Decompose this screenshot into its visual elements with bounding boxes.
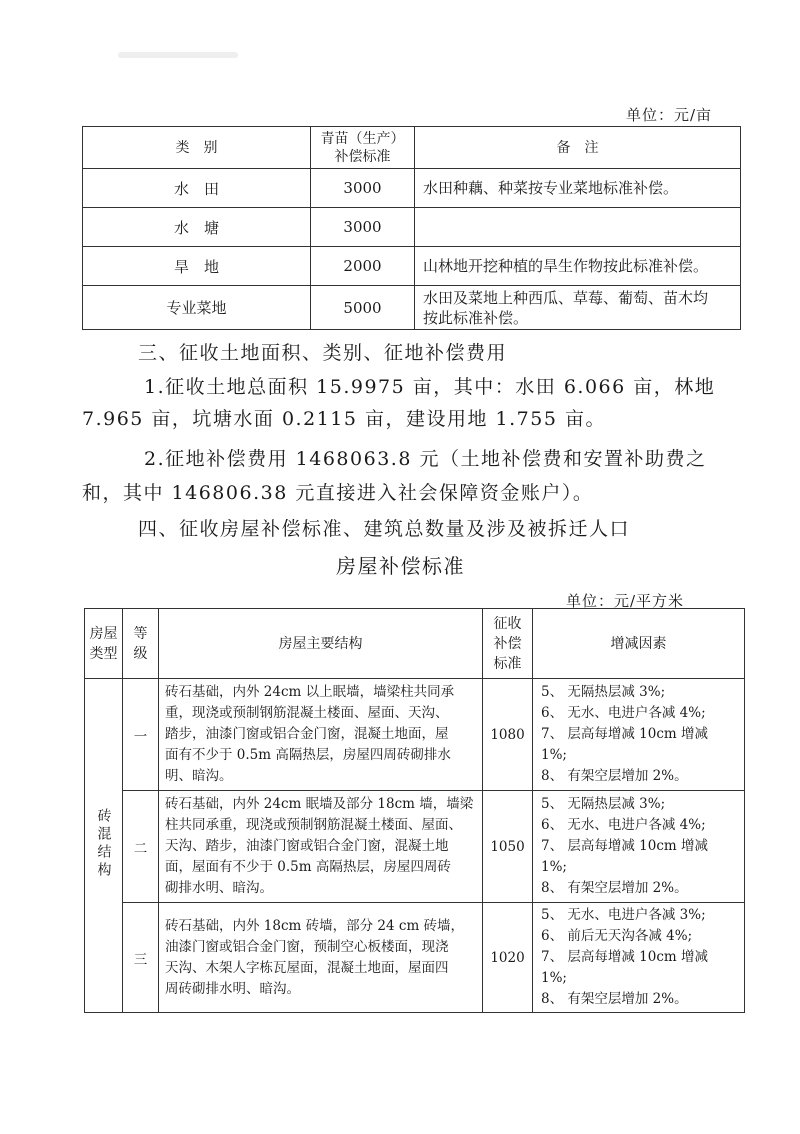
- table-row: [85, 791, 745, 903]
- header-type: [85, 609, 123, 679]
- table-row: [85, 903, 745, 1013]
- factor-line: 7、 层高每增减 10cm 增减 1%;: [541, 726, 709, 763]
- section4-subtitle: 房屋补偿标准: [336, 554, 465, 578]
- structure-line: 面有不少于 0.5m 高隔热层，房屋四周砖砌排水: [165, 747, 451, 763]
- factor-line: 5、 无隔热层减 3%;: [541, 684, 666, 700]
- structure-line: 砌排水明、暗沟。: [165, 880, 273, 896]
- row-structure: [159, 679, 483, 791]
- factor-line: 8、 有架空层增加 2%。: [541, 991, 688, 1007]
- header-type-text: 房屋类型: [89, 625, 118, 662]
- row-category: 水 田: [83, 169, 311, 208]
- table-row: [83, 169, 741, 208]
- row-note: [415, 208, 741, 247]
- section4-heading: 四、征收房屋补偿标准、建筑总数量及涉及被拆迁人口: [138, 518, 631, 540]
- structure-line: 天沟、踏步，油漆门窗或铝合金门窗，混凝土地: [165, 838, 449, 854]
- row-factors: [533, 903, 745, 1013]
- factor-line: 7、 层高每增减 10cm 增减 1%;: [541, 949, 709, 986]
- factor-line: 8、 有架空层增加 2%。: [541, 880, 688, 896]
- row-note-line2: 按此标准补偿。: [423, 308, 529, 327]
- row-standard: 2000: [311, 247, 415, 286]
- house-type: 砖混结构: [95, 807, 112, 880]
- table-row: [85, 679, 745, 791]
- row-level: 二: [123, 791, 159, 903]
- structure-line: 踏步，油漆门窗或铝合金门窗，混凝土地面，屋: [165, 726, 449, 742]
- structure-line: 柱共同承重，现浇或预制钢筋混凝土楼面、屋面、: [165, 817, 462, 833]
- factor-line: 8、 有架空层增加 2%。: [541, 768, 688, 784]
- header-standard: [311, 127, 415, 169]
- header-standard-line1: 青苗（生产）: [320, 130, 405, 147]
- header-note: 备 注: [415, 127, 741, 169]
- table2-unit: 单位：元/平方米: [566, 592, 685, 610]
- row-category: 专业菜地: [83, 286, 311, 330]
- row-standard: 3000: [311, 169, 415, 208]
- structure-line: 周砖砌排水明、暗沟。: [165, 980, 300, 997]
- row-factors: [533, 679, 745, 791]
- structure-line: 油漆门窗或铝合金门窗，预制空心板楼面，现浇: [165, 938, 449, 955]
- row-note-line1: 水田及菜地上种西瓜、草莓、葡萄、苗木均: [423, 288, 709, 307]
- row-factors: [533, 791, 745, 903]
- structure-line: 重，现浇或预制钢筋混凝土楼面、屋面、天沟、: [165, 705, 449, 721]
- factor-line: 6、 前后无天沟各减 4%;: [541, 928, 693, 944]
- row-level: 一: [123, 679, 159, 791]
- factor-line: 7、 层高每增减 10cm 增减 1%;: [541, 838, 709, 875]
- row-note: 山林地开挖种植的旱生作物按此标准补偿。: [415, 247, 741, 286]
- header-level-text: 等级: [133, 625, 148, 662]
- structure-line: 明、暗沟。: [165, 768, 233, 784]
- house-type-cell: [85, 679, 123, 1013]
- factor-line: 6、 无水、电进户各减 4%;: [541, 705, 706, 721]
- table-header-row: [83, 127, 741, 169]
- structure-line: 砖石基础，内外 18cm 砖墙，部分 24 cm 砖墙，: [165, 917, 465, 934]
- structure-line: 砖石基础，内外 24cm 眠墙及部分 18cm 墙，墙梁: [165, 796, 474, 812]
- scan-smudge: [118, 52, 238, 58]
- header-standard: [483, 609, 533, 679]
- row-level: 三: [123, 903, 159, 1013]
- row-standard: 1050: [483, 791, 533, 903]
- section3-heading: 三、征收土地面积、类别、征地补偿费用: [138, 342, 508, 364]
- header-standard-text: 征收补偿标准: [493, 615, 522, 672]
- header-category: 类 别: [83, 127, 311, 169]
- factor-line: 5、 无隔热层减 3%;: [541, 796, 666, 812]
- header-level: [123, 609, 159, 679]
- section3-p1-line1: 1.征收土地总面积 15.9975 亩，其中：水田 6.066 亩，林地: [144, 376, 716, 398]
- house-compensation-table: [84, 608, 745, 1013]
- header-factors: 增减因素: [533, 609, 745, 679]
- header-standard-line2: 补偿标准: [334, 148, 391, 165]
- table-header-row: [85, 609, 745, 679]
- section3-p2-line1: 2.征地补偿费用 1468063.8 元（土地补偿费和安置补助费之: [144, 448, 707, 470]
- structure-line: 面，屋面有不少于 0.5m 高隔热层，房屋四周砖: [165, 859, 451, 875]
- row-category: 水 塘: [83, 208, 311, 247]
- row-note: 水田种藕、种菜按专业菜地标准补偿。: [415, 169, 741, 208]
- table-row: [83, 286, 741, 330]
- row-standard: 3000: [311, 208, 415, 247]
- seedling-compensation-table: [82, 126, 741, 330]
- structure-line: 天沟、木架人字栋瓦屋面，混凝土地面，屋面四: [165, 959, 449, 976]
- factor-line: 5、 无水、电进户各减 3%;: [541, 907, 706, 923]
- section3-p1-line2: 7.965 亩，坑塘水面 0.2115 亩，建设用地 1.755 亩。: [82, 408, 606, 430]
- row-structure: [159, 903, 483, 1013]
- structure-line: 砖石基础，内外 24cm 以上眠墙，墙梁柱共同承: [165, 684, 455, 700]
- row-structure: [159, 791, 483, 903]
- header-structure: 房屋主要结构: [159, 609, 483, 679]
- row-category: 旱 地: [83, 247, 311, 286]
- row-standard: 1080: [483, 679, 533, 791]
- table1-unit: 单位：元/亩: [626, 106, 713, 124]
- row-standard: 1020: [483, 903, 533, 1013]
- section3-p2-line2: 和，其中 146806.38 元直接进入社会保障资金账户）。: [82, 482, 594, 504]
- factor-line: 6、 无水、电进户各减 4%;: [541, 817, 706, 833]
- table-row: [83, 208, 741, 247]
- row-standard: 5000: [311, 286, 415, 330]
- row-note: [415, 286, 741, 330]
- table-row: [83, 247, 741, 286]
